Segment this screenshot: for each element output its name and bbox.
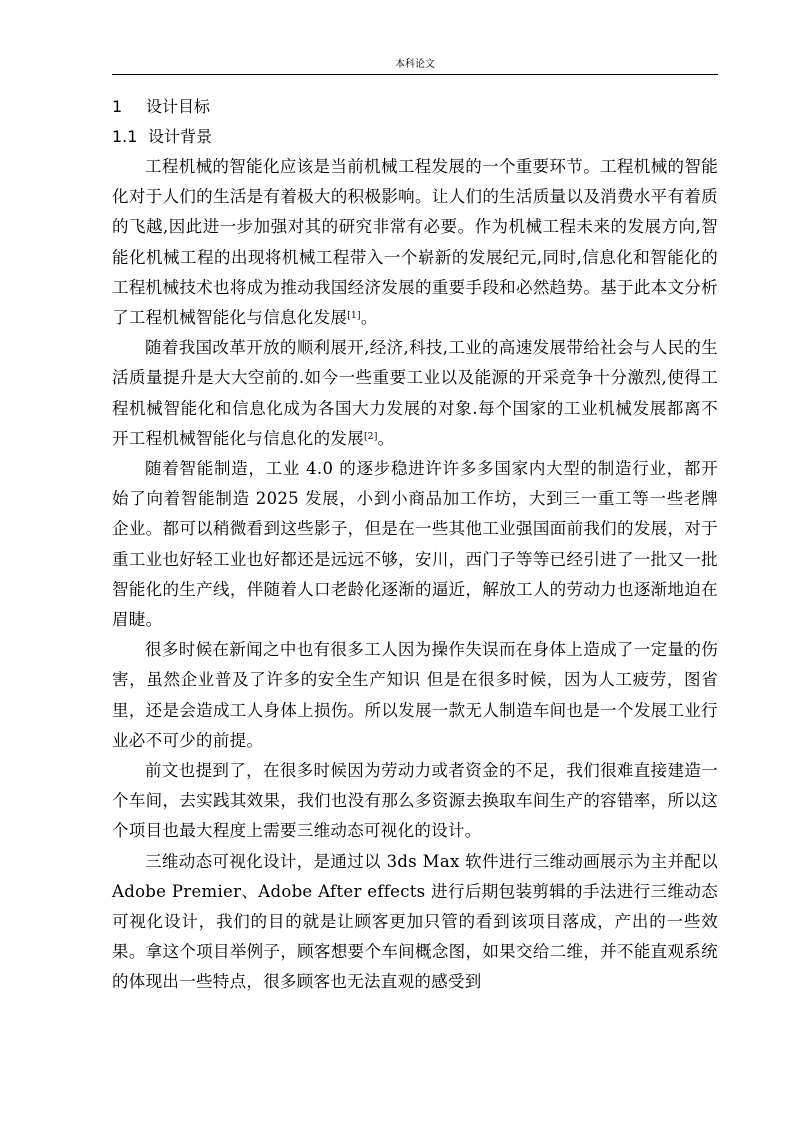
citation-ref-1: [1] (347, 311, 361, 322)
section-title: 设计目标 (146, 97, 211, 116)
paragraph-text: 工程机械的智能化应该是当前机械工程发展的一个重要环节。工程机械的智能化对于人们的生活是有着极大的积极影响。让人们的生活质量以及消费水平有着质的飞越,因此进一步加强对其的研究非常有必要。作为机械工程未来的发展方向,智能化机械工程的出现将机械工程带入一个崭新的发展纪元,同时,信息化和智能化的工程机械技术也将成为推动我国经济发展的重要手段和必然趋势。基于此本文分析了工程机械智能化与信息化发展 (112, 157, 718, 328)
paragraph-2 (112, 333, 718, 454)
paragraph-text: 前文也提到了，在很多时候因为劳动力或者资金的不足，我们很难直接建造一个车间，去实践其效果，我们也没有那么多资源去换取车间生产的容错率，所以这个项目也最大程度上需要三维动态可视化的设计。 (112, 761, 718, 841)
paragraph-text: 很多时候在新闻之中也有很多工人因为操作失误而在身体上造成了一定量的伤害，虽然企业普及了许多的安全生产知识 但是在很多时候，因为人工疲劳，图省里，还是会造成工人身体上损伤。所以发展一款无人制造车间也是一个发展工业行业必不可少的前提。 (112, 640, 718, 750)
paragraph-5 (112, 756, 718, 847)
paragraph-3 (112, 454, 718, 635)
paragraph-1 (112, 152, 718, 333)
paragraph-6 (112, 847, 718, 998)
subsection-number: 1.1 (112, 127, 138, 146)
paragraph-4 (112, 635, 718, 756)
paragraph-text: 随着我国改革开放的顺利展开,经济,科技,工业的高速发展带给社会与人民的生活质量提升是大大空前的.如今一些重要工业以及能源的开采竞争十分激烈,使得工程机械智能化和信息化成为各国大力发展的对象.每个国家的工业机械发展都离不开工程机械智能化与信息化的发展 (112, 338, 718, 448)
subsection-heading-1-1 (112, 122, 718, 152)
section-number: 1 (112, 97, 123, 116)
paragraph-text: 随着智能制造，工业 4.0 的逐步稳进许许多多国家内大型的制造行业，都开始了向着智能制造 2025 发展，小到小商品加工作坊，大到三一重工等一些老牌企业。都可以稍微看到这些影子，但是在一些其他工业强国面前我们的发展，对于重工业也好轻工业也好都还是远远不够，安川，西门子等等已经引进了一批又一批智能化的生产线，伴随着人口老龄化逐渐的逼近，解放工人的劳动力也逐渐地迫在眉睫。 (112, 459, 718, 630)
section-heading-1 (112, 92, 718, 122)
paragraph-tail: 。 (377, 428, 395, 448)
citation-ref-2: [2] (364, 431, 378, 442)
header-rule (112, 74, 718, 75)
page-content (112, 92, 718, 998)
subsection-title: 设计背景 (148, 127, 213, 146)
running-header: 本科论文 (395, 59, 435, 70)
paragraph-tail: 。 (360, 308, 378, 328)
paragraph-text: 三维动态可视化设计，是通过以 3ds Max 软件进行三维动画展示为主并配以 Adobe Premier、Adobe After effects 进行后期包装剪辑的手法进行三维动态可视化设计，我们的目的就是让顾客更加只管的看到该项目落成，产出的一些效果。拿这个项目举例子，顾客想要个车间概念图，如果交给二维，并不能直观系统的体现出一些特点，很多顾客也无法直观的感受到 (112, 851, 718, 992)
